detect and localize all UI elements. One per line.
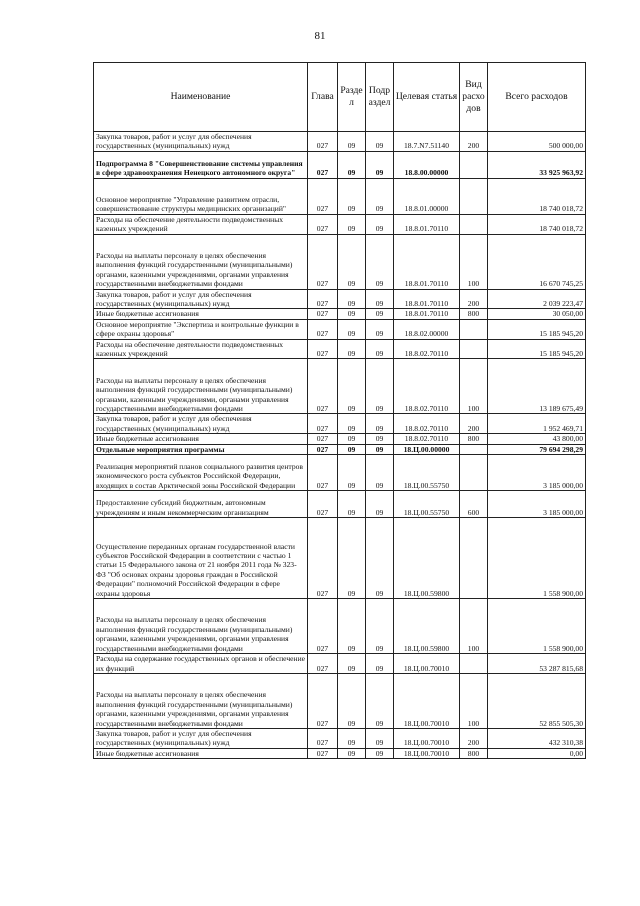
cell-total: 1 952 469,71 — [488, 414, 586, 434]
cell-section: 09 — [338, 444, 366, 454]
cell-name: Расходы на обеспечение деятельности подведомственных казенных учреждений — [94, 214, 308, 234]
cell-name: Подпрограмма 8 "Совершенствование системы управления в сфере здравоохранения Ненецкого автономного округа" — [94, 151, 308, 178]
cell-exp-type — [460, 444, 488, 454]
cell-name: Расходы на выплаты персоналу в целях обеспечения выполнения функций государственными (муниципальными) органами, казенными учреждениями, органами управления государственными внебюджетными фондами — [94, 673, 308, 728]
cell-total: 79 694 298,29 — [488, 444, 586, 454]
cell-total: 30 050,00 — [488, 309, 586, 319]
cell-section: 09 — [338, 434, 366, 444]
table-row — [94, 214, 586, 234]
cell-subsection: 09 — [366, 599, 394, 654]
cell-chapter: 027 — [308, 673, 338, 728]
cell-chapter: 027 — [308, 309, 338, 319]
cell-target: 18.8.02.70110 — [394, 414, 460, 434]
table-row — [94, 132, 586, 152]
cell-name: Расходы на выплаты персоналу в целях обеспечения выполнения функций государственными (муниципальными) органами, казенными учреждениями, органами управления государственными внебюджетными фондами — [94, 599, 308, 654]
table-row — [94, 444, 586, 454]
cell-name: Расходы на обеспечение деятельности подведомственных казенных учреждений — [94, 339, 308, 359]
cell-section: 09 — [338, 654, 366, 674]
cell-exp-type — [460, 214, 488, 234]
cell-subsection: 09 — [366, 491, 394, 518]
page-number: 81 — [314, 30, 326, 42]
cell-target: 18.Ц.00.59800 — [394, 599, 460, 654]
table-row — [94, 455, 586, 491]
cell-target: 18.Ц.00.59800 — [394, 518, 460, 599]
table-row — [94, 518, 586, 599]
cell-target: 18.8.00.00000 — [394, 151, 460, 178]
cell-total: 1 558 900,00 — [488, 518, 586, 599]
cell-total: 15 185 945,20 — [488, 319, 586, 339]
cell-total: 18 740 018,72 — [488, 178, 586, 214]
cell-target: 18.Ц.00.70010 — [394, 748, 460, 758]
budget-table — [93, 62, 586, 759]
cell-name: Закупка товаров, работ и услуг для обеспечения государственных (муниципальных) нужд — [94, 728, 308, 748]
cell-subsection: 09 — [366, 654, 394, 674]
cell-section: 09 — [338, 491, 366, 518]
cell-section: 09 — [338, 414, 366, 434]
cell-chapter: 027 — [308, 339, 338, 359]
header-exp-type: Вид расхо дов — [460, 63, 488, 132]
cell-subsection: 09 — [366, 518, 394, 599]
cell-target: 18.Ц.00.70010 — [394, 673, 460, 728]
cell-total: 13 189 675,49 — [488, 359, 586, 414]
cell-chapter: 027 — [308, 151, 338, 178]
cell-name: Предоставление субсидий бюджетным, автономным учреждениям и иным некоммерческим организациям — [94, 491, 308, 518]
cell-subsection: 09 — [366, 178, 394, 214]
cell-name: Осуществление переданных органам государственной власти субъектов Российской Федерации в соответствии с частью 1 статьи 15 Федерального закона от 21 ноября 2011 года № 323-ФЗ "Об основах охраны здоровья граждан в Российской Федерации" полномочий Российской Федерации в сфере охраны здоровья — [94, 518, 308, 599]
cell-target: 18.8.02.70110 — [394, 359, 460, 414]
cell-chapter: 027 — [308, 654, 338, 674]
cell-subsection: 09 — [366, 339, 394, 359]
table-row — [94, 654, 586, 674]
cell-section: 09 — [338, 178, 366, 214]
cell-total: 18 740 018,72 — [488, 214, 586, 234]
cell-total: 43 800,00 — [488, 434, 586, 444]
cell-target: 18.Ц.00.70010 — [394, 654, 460, 674]
cell-name: Иные бюджетные ассигнования — [94, 309, 308, 319]
cell-exp-type: 600 — [460, 491, 488, 518]
cell-chapter: 027 — [308, 455, 338, 491]
table-row — [94, 359, 586, 414]
cell-chapter: 027 — [308, 434, 338, 444]
table-row — [94, 309, 586, 319]
cell-chapter: 027 — [308, 748, 338, 758]
cell-subsection: 09 — [366, 455, 394, 491]
table-row — [94, 234, 586, 289]
cell-total: 3 185 000,00 — [488, 491, 586, 518]
cell-total: 53 287 815,68 — [488, 654, 586, 674]
cell-exp-type: 200 — [460, 289, 488, 309]
table-row — [94, 178, 586, 214]
table-row — [94, 599, 586, 654]
header-name: Наименование — [94, 63, 308, 132]
cell-subsection: 09 — [366, 132, 394, 152]
cell-chapter: 027 — [308, 289, 338, 309]
cell-section: 09 — [338, 359, 366, 414]
header-section: Разде л — [338, 63, 366, 132]
cell-subsection: 09 — [366, 414, 394, 434]
cell-name: Закупка товаров, работ и услуг для обеспечения государственных (муниципальных) нужд — [94, 289, 308, 309]
cell-name: Закупка товаров, работ и услуг для обеспечения государственных (муниципальных) нужд — [94, 414, 308, 434]
header-chapter: Глава — [308, 63, 338, 132]
cell-target: 18.8.02.70110 — [394, 434, 460, 444]
cell-exp-type — [460, 151, 488, 178]
cell-subsection: 09 — [366, 673, 394, 728]
cell-target: 18.7.N7.51140 — [394, 132, 460, 152]
cell-target: 18.8.01.70110 — [394, 309, 460, 319]
cell-chapter: 027 — [308, 319, 338, 339]
cell-exp-type — [460, 178, 488, 214]
cell-name: Отдельные мероприятия программы — [94, 444, 308, 454]
cell-total: 3 185 000,00 — [488, 455, 586, 491]
header-row — [94, 63, 586, 132]
cell-target: 18.8.01.00000 — [394, 178, 460, 214]
cell-exp-type: 800 — [460, 748, 488, 758]
cell-subsection: 09 — [366, 309, 394, 319]
cell-total: 15 185 945,20 — [488, 339, 586, 359]
cell-section: 09 — [338, 455, 366, 491]
cell-section: 09 — [338, 748, 366, 758]
cell-total: 0,00 — [488, 748, 586, 758]
table-row — [94, 319, 586, 339]
cell-target: 18.8.02.00000 — [394, 319, 460, 339]
cell-chapter: 027 — [308, 132, 338, 152]
cell-target: 18.8.01.70110 — [394, 234, 460, 289]
header-total: Всего расходов — [488, 63, 586, 132]
cell-name: Закупка товаров, работ и услуг для обеспечения государственных (муниципальных) нужд — [94, 132, 308, 152]
cell-total: 33 925 963,92 — [488, 151, 586, 178]
cell-chapter: 027 — [308, 414, 338, 434]
cell-exp-type — [460, 518, 488, 599]
cell-total: 2 039 223,47 — [488, 289, 586, 309]
cell-section: 09 — [338, 132, 366, 152]
cell-subsection: 09 — [366, 289, 394, 309]
cell-total: 500 000,00 — [488, 132, 586, 152]
cell-total: 52 855 505,30 — [488, 673, 586, 728]
cell-target: 18.Ц.00.70010 — [394, 728, 460, 748]
table-row — [94, 414, 586, 434]
table-row — [94, 728, 586, 748]
table-row — [94, 289, 586, 309]
cell-subsection: 09 — [366, 359, 394, 414]
cell-exp-type: 200 — [460, 414, 488, 434]
cell-subsection: 09 — [366, 728, 394, 748]
cell-exp-type: 200 — [460, 132, 488, 152]
cell-target: 18.Ц.00.55750 — [394, 491, 460, 518]
cell-section: 09 — [338, 339, 366, 359]
table-row — [94, 339, 586, 359]
table-row — [94, 151, 586, 178]
cell-section: 09 — [338, 673, 366, 728]
cell-total: 432 310,38 — [488, 728, 586, 748]
cell-subsection: 09 — [366, 234, 394, 289]
header-subsection: Подр аздел — [366, 63, 394, 132]
cell-total: 1 558 900,00 — [488, 599, 586, 654]
cell-name: Расходы на выплаты персоналу в целях обеспечения выполнения функций государственными (муниципальными) органами, казенными учреждениями, органами управления государственными внебюджетными фондами — [94, 234, 308, 289]
cell-chapter: 027 — [308, 491, 338, 518]
cell-name: Основное мероприятие "Управление развитием отрасли, совершенствование структуры медицинских организаций" — [94, 178, 308, 214]
cell-name: Иные бюджетные ассигнования — [94, 748, 308, 758]
cell-section: 09 — [338, 309, 366, 319]
cell-exp-type — [460, 654, 488, 674]
cell-exp-type: 800 — [460, 309, 488, 319]
cell-section: 09 — [338, 518, 366, 599]
cell-total: 16 670 745,25 — [488, 234, 586, 289]
cell-exp-type: 100 — [460, 359, 488, 414]
cell-name: Иные бюджетные ассигнования — [94, 434, 308, 444]
cell-exp-type — [460, 319, 488, 339]
cell-target: 18.Ц.00.00000 — [394, 444, 460, 454]
cell-subsection: 09 — [366, 214, 394, 234]
cell-exp-type: 800 — [460, 434, 488, 444]
cell-exp-type: 100 — [460, 673, 488, 728]
cell-section: 09 — [338, 728, 366, 748]
cell-name: Основное мероприятие "Экспертиза и контрольные функции в сфере охраны здоровья" — [94, 319, 308, 339]
cell-target: 18.8.02.70110 — [394, 339, 460, 359]
table-row — [94, 434, 586, 444]
cell-section: 09 — [338, 214, 366, 234]
cell-subsection: 09 — [366, 444, 394, 454]
cell-section: 09 — [338, 289, 366, 309]
cell-name: Расходы на выплаты персоналу в целях обеспечения выполнения функций государственными (муниципальными) органами, казенными учреждениями, органами управления государственными внебюджетными фондами — [94, 359, 308, 414]
cell-exp-type: 100 — [460, 599, 488, 654]
cell-chapter: 027 — [308, 518, 338, 599]
cell-section: 09 — [338, 319, 366, 339]
table-row — [94, 491, 586, 518]
cell-exp-type: 200 — [460, 728, 488, 748]
cell-section: 09 — [338, 151, 366, 178]
cell-subsection: 09 — [366, 748, 394, 758]
cell-exp-type — [460, 339, 488, 359]
cell-subsection: 09 — [366, 434, 394, 444]
cell-name: Расходы на содержание государственных органов и обеспечение их функций — [94, 654, 308, 674]
cell-chapter: 027 — [308, 359, 338, 414]
cell-chapter: 027 — [308, 728, 338, 748]
cell-section: 09 — [338, 599, 366, 654]
cell-target: 18.Ц.00.55750 — [394, 455, 460, 491]
cell-name: Реализация мероприятий планов социального развития центров экономического роста субъектов Российской Федерации, входящих в состав Арктической зоны Российской Федерации — [94, 455, 308, 491]
cell-chapter: 027 — [308, 214, 338, 234]
cell-chapter: 027 — [308, 444, 338, 454]
cell-section: 09 — [338, 234, 366, 289]
cell-target: 18.8.01.70110 — [394, 289, 460, 309]
cell-chapter: 027 — [308, 234, 338, 289]
cell-exp-type: 100 — [460, 234, 488, 289]
cell-subsection: 09 — [366, 151, 394, 178]
cell-target: 18.8.01.70110 — [394, 214, 460, 234]
cell-chapter: 027 — [308, 599, 338, 654]
cell-subsection: 09 — [366, 319, 394, 339]
cell-exp-type — [460, 455, 488, 491]
cell-chapter: 027 — [308, 178, 338, 214]
table-row — [94, 748, 586, 758]
table-row — [94, 673, 586, 728]
header-target: Целевая статья — [394, 63, 460, 132]
